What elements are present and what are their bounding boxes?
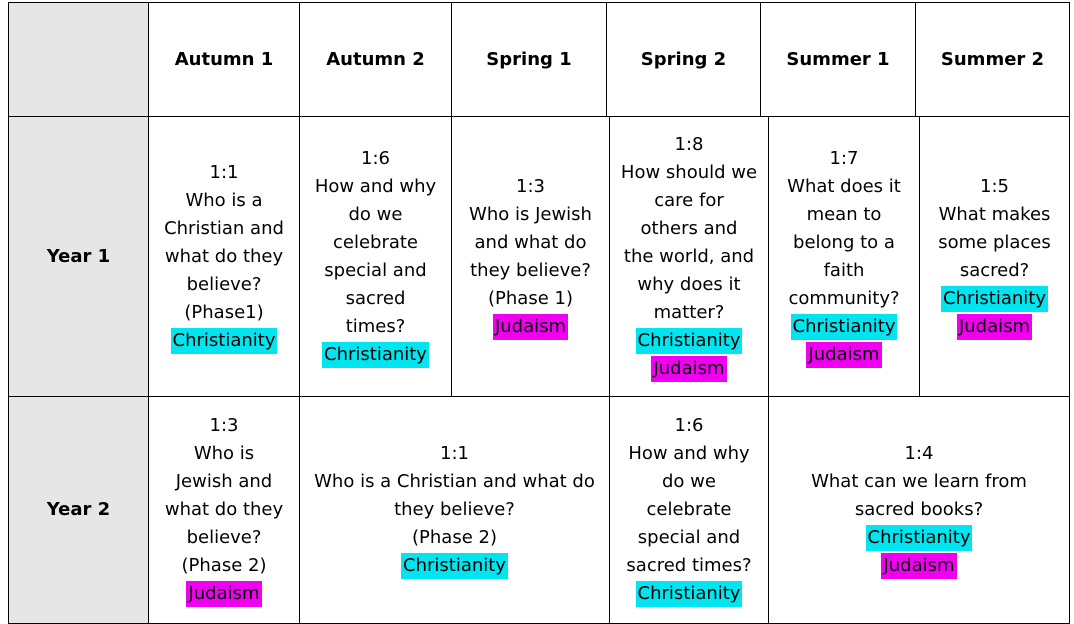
unit-content	[314, 440, 595, 580]
unit-content	[787, 145, 901, 369]
unit-text-line: Jewish and	[175, 471, 273, 492]
religion-tag-judaism: Judaism	[651, 356, 726, 382]
religion-tag-judaism: Judaism	[493, 314, 568, 340]
religion-tag-christianity: Christianity	[322, 342, 429, 368]
unit-cell	[609, 116, 769, 397]
unit-text-line: do we	[662, 471, 716, 492]
unit-text-line: do we	[348, 203, 403, 225]
header-label: Summer 1	[786, 48, 890, 70]
unit-cell	[768, 116, 920, 397]
unit-text-line: (Phase 2)	[181, 555, 267, 576]
unit-text-line: mean to	[806, 203, 882, 225]
unit-text-line: 1:5	[980, 175, 1009, 197]
unit-text-line: care for	[654, 189, 724, 211]
unit-text-line: special and	[324, 259, 427, 281]
unit-text-line: they believe?	[394, 499, 515, 520]
unit-cell	[299, 396, 610, 624]
unit-text-line: Who is a Christian and what do	[314, 471, 595, 492]
unit-text-line: celebrate	[332, 231, 419, 253]
header-spring-1	[451, 2, 607, 117]
religion-tag-christianity: Christianity	[791, 314, 898, 340]
unit-content	[938, 173, 1051, 341]
religion-tag-judaism: Judaism	[186, 581, 261, 607]
corner-cell	[8, 2, 149, 117]
religion-tag-christianity: Christianity	[636, 328, 743, 354]
unit-text-line: why does it	[637, 273, 741, 295]
unit-text-line: special and	[637, 527, 741, 548]
unit-text-line: sacred times?	[626, 555, 752, 576]
unit-cell	[148, 116, 300, 397]
unit-text-line: matter?	[653, 301, 725, 323]
unit-text-line: 1:4	[904, 443, 934, 464]
religion-tag-christianity: Christianity	[636, 581, 743, 607]
row-label-year-1	[8, 116, 149, 397]
unit-content	[165, 412, 283, 608]
unit-text-line: and what do	[474, 231, 587, 253]
header-label: Autumn 1	[174, 48, 274, 70]
unit-cell	[768, 396, 1070, 624]
religion-tag-judaism: Judaism	[806, 342, 881, 368]
header-summer-1	[760, 2, 916, 117]
unit-text-line: 1:6	[361, 147, 390, 169]
row-label-text: Year 2	[46, 499, 111, 520]
unit-text-line: 1:1	[440, 443, 469, 464]
unit-text-line: (Phase1)	[184, 301, 264, 323]
unit-cell	[451, 116, 610, 397]
unit-text-line: How and why	[628, 443, 750, 464]
unit-cell	[609, 396, 769, 624]
header-label: Autumn 2	[326, 48, 425, 70]
unit-text-line: How should we	[620, 161, 758, 183]
unit-text-line: the world, and	[623, 245, 755, 267]
religion-tag-christianity: Christianity	[941, 286, 1048, 312]
unit-text-line: What does it	[787, 175, 901, 197]
unit-text-line: Who is Jewish	[469, 203, 592, 225]
unit-text-line: sacred?	[959, 259, 1030, 281]
unit-text-line: (Phase 2)	[412, 527, 497, 548]
unit-content	[469, 173, 592, 341]
unit-text-line: belong to a	[793, 231, 895, 253]
religion-tag-christianity: Christianity	[401, 553, 508, 579]
unit-text-line: What makes	[938, 203, 1051, 225]
header-label: Summer 2	[940, 48, 1045, 70]
unit-text-line: times?	[345, 315, 406, 337]
unit-text-line: community?	[788, 287, 900, 309]
unit-text-line: celebrate	[646, 499, 732, 520]
unit-text-line: what do they	[164, 245, 284, 267]
unit-content	[315, 145, 436, 369]
unit-text-line: believe?	[186, 273, 262, 295]
unit-content	[621, 131, 757, 383]
unit-text-line: some places	[938, 231, 1051, 253]
header-autumn-2	[299, 2, 452, 117]
religion-tag-christianity: Christianity	[866, 525, 973, 551]
header-label: Spring 2	[640, 48, 727, 70]
religion-tag-christianity: Christianity	[171, 328, 278, 354]
unit-cell	[148, 396, 300, 624]
religion-tag-judaism: Judaism	[881, 553, 956, 579]
header-summer-2	[915, 2, 1070, 117]
header-spring-2	[606, 2, 761, 117]
header-autumn-1	[148, 2, 300, 117]
unit-content	[164, 159, 284, 355]
unit-text-line: others and	[640, 217, 738, 239]
unit-text-line: (Phase 1)	[488, 287, 573, 309]
unit-text-line: faith	[823, 259, 865, 281]
unit-text-line: 1:1	[209, 161, 239, 183]
unit-text-line: Christian and	[164, 217, 284, 239]
row-label-year-2	[8, 396, 149, 624]
unit-text-line: 1:3	[209, 415, 239, 436]
unit-text-line: Who is a	[185, 189, 263, 211]
row-label-text: Year 1	[46, 245, 111, 267]
header-label: Spring 1	[486, 48, 572, 70]
unit-text-line: 1:6	[674, 415, 704, 436]
unit-text-line: sacred books?	[854, 499, 984, 520]
religion-tag-judaism: Judaism	[957, 314, 1032, 340]
unit-text-line: 1:8	[674, 133, 704, 155]
unit-text-line: believe?	[186, 527, 262, 548]
unit-content	[626, 412, 751, 608]
unit-text-line: How and why	[314, 175, 437, 197]
unit-text-line: 1:7	[829, 147, 859, 169]
unit-cell	[919, 116, 1070, 397]
unit-cell	[299, 116, 452, 397]
unit-content	[811, 440, 1027, 580]
unit-text-line: What can we learn from	[811, 471, 1027, 492]
unit-text-line: sacred	[345, 287, 406, 309]
unit-text-line: Who is	[193, 443, 255, 464]
unit-text-line: 1:3	[516, 175, 545, 197]
unit-text-line: what do they	[164, 499, 284, 520]
unit-text-line: they believe?	[470, 259, 591, 281]
